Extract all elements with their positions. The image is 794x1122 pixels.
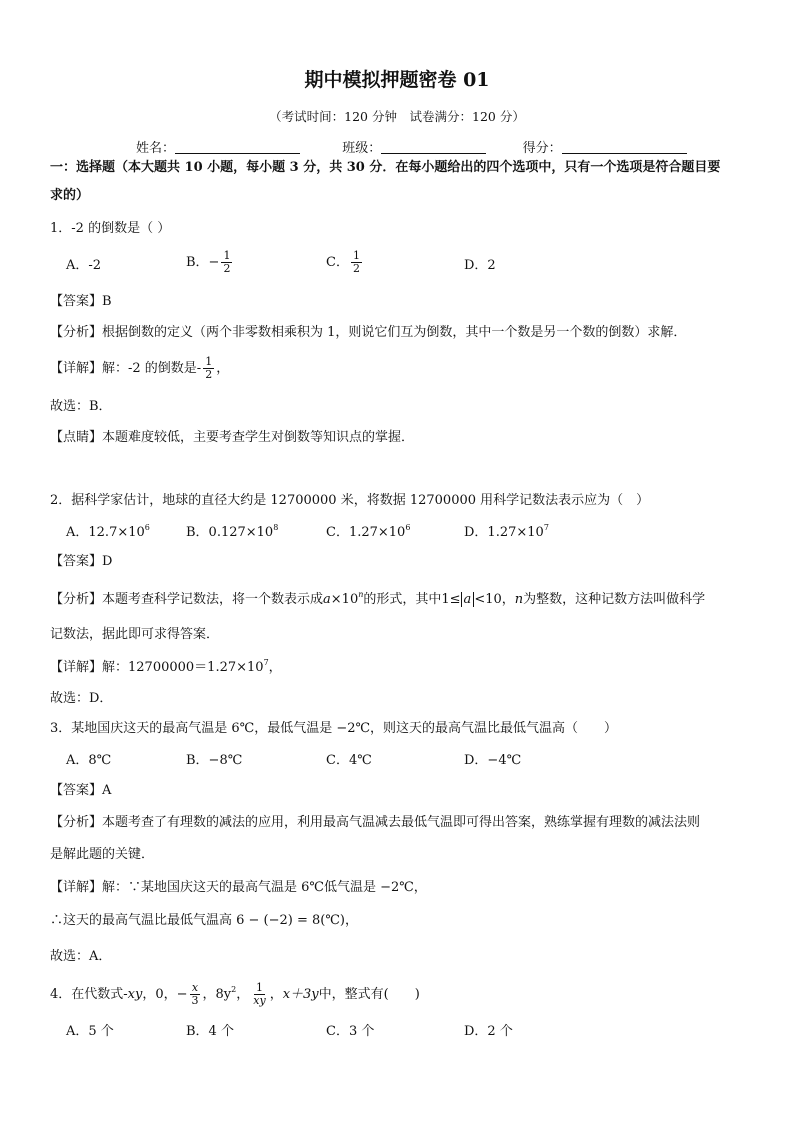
q3-stem: 3．某地国庆这天的最高气温是 6℃，最低气温是 −2℃，则这天的最高气温比最低气温高（ ） [50,721,618,736]
q3-detail-line1: 【详解】解：∵某地国庆这天的最高气温是 6℃低气温是 −2℃， [50,880,427,895]
q2-choice: 故选：D． [50,691,113,706]
q2-stem: 2．据科学家估计，地球的直径大约是 12700000 米，将数据 12700000 用科学记数法表示应为（ ） [50,493,650,508]
section-heading-line1: 一：选择题（本大题共 10 小题，每小题 3 分，共 30 分．在每小题给出的四个选项中，只有一个选项是符合题目要 [50,160,721,175]
score-label: 得分： [522,141,562,156]
fraction: $\frac{1}{2}$ [223,249,231,275]
q3-option-a: A．8℃ [66,753,112,768]
q3-analysis-line2: 是解此题的关键． [50,847,155,862]
name-field[interactable] [175,139,300,154]
q4-option-b: B．4 个 [186,1024,234,1039]
q4-stem: 4．在代数式-xy，0，− $\frac{x}{3}$ ，$8y^2$， $\frac{1}{xy}$ ，x＋3y中，整式有( ) [50,981,420,1007]
q1-stem: 1．-2 的倒数是（ ） [50,221,171,236]
q1-choice: 故选：B． [50,399,112,414]
q3-option-d: D．−4℃ [464,753,522,768]
q3-analysis-line1: 【分析】本题考查了有理数的减法的应用，利用最高气温减去最低气温即可得出答案，熟练掌握有理数的减法法则 [50,815,701,830]
q2-option-c: C．$1.27\times 10^6$ [326,523,411,540]
q2-analysis-line2: 记数法，据此即可求得答案． [50,627,220,642]
q4-option-d: D．2 个 [464,1024,513,1039]
q2-analysis-line1: 【分析】本题考查科学记数法，将一个数表示成$a\times 10^n$的形式，其中1≤ a <10，n为整数，这种记数方法叫做科学 [50,590,706,607]
fraction: $\frac{x}{3}$ [191,981,199,1007]
class-field[interactable] [381,139,486,154]
q1-option-c: C． $\frac{1}{2}$ [326,249,360,275]
exam-info: （考试时间：120 分钟 试卷满分：120 分） [269,109,525,124]
q2-answer: 【答案】D [50,554,113,569]
score-field[interactable] [562,139,687,154]
q4-option-a: A．5 个 [66,1024,114,1039]
q1-option-a: A．-2 [66,258,102,273]
page-title: 期中模拟押题密卷 01 [304,69,490,91]
q2-detail: 【详解】解：$12700000=1.27\times 10^7$， [50,658,282,675]
q3-answer: 【答案】A [50,783,112,798]
q2-option-d: D．$1.27\times 10^7$ [464,523,549,540]
q3-choice: 故选：A． [50,949,112,964]
q1-answer: 【答案】B [50,294,112,309]
student-info-row [136,139,687,159]
q3-option-c: C．4℃ [326,753,372,768]
q2-option-a: A．$12.7\times 10^6$ [66,523,150,540]
fraction: $\frac{1}{xy}$ [253,981,266,1007]
class-label: 班级： [342,141,382,156]
q3-detail-line2: ∴这天的最高气温比最低气温高 6 − (−2) = 8(℃)， [50,913,358,928]
name-label: 姓名： [136,141,176,156]
q1-comment: 【点睛】本题难度较低，主要考查学生对倒数等知识点的掌握． [50,430,415,445]
fraction: $\frac{1}{2}$ [352,249,360,275]
q2-option-b: B．$0.127\times 10^8$ [186,523,279,540]
q1-detail: 【详解】解：-2 的倒数是- $\frac{1}{2}$ ， [50,355,230,381]
fraction: $\frac{1}{2}$ [205,355,213,381]
q1-option-b: B．− $\frac{1}{2}$ [186,249,231,275]
q1-option-d: D．2 [464,258,496,273]
section-heading-line2: 求的） [50,188,90,203]
q1-analysis: 【分析】根据倒数的定义（两个非零数相乘积为 1，则说它们互为倒数，其中一个数是另一个数的倒数）求解． [50,325,687,340]
q4-option-c: C．3 个 [326,1024,375,1039]
q3-option-b: B．−8℃ [186,753,243,768]
